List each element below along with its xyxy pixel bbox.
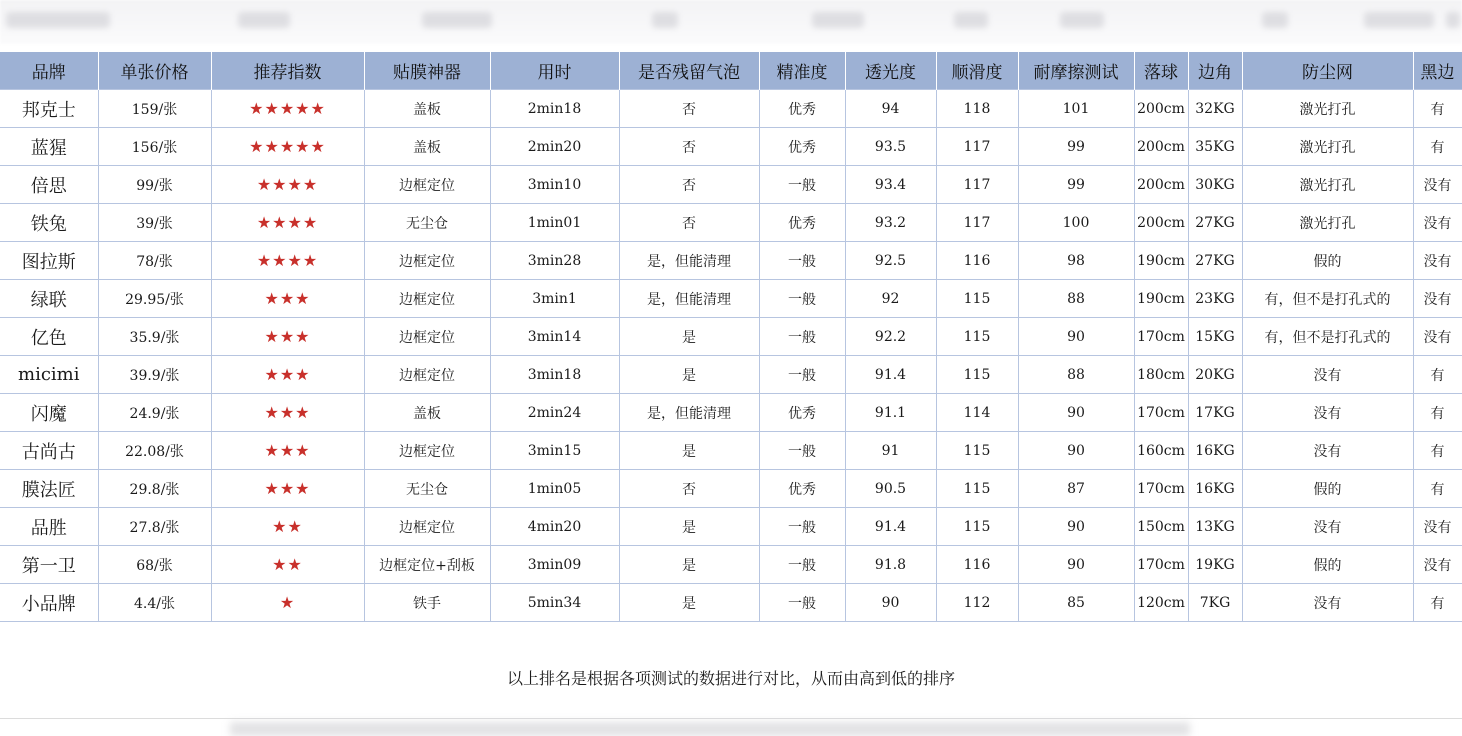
table-cell: 17KG	[1188, 394, 1242, 432]
table-cell: 有，但不是打孔式的	[1242, 318, 1413, 356]
table-cell: 否	[619, 204, 759, 242]
table-cell: 没有	[1413, 166, 1462, 204]
table-cell: 假的	[1242, 470, 1413, 508]
rating-stars: ★★★	[211, 394, 364, 432]
table-cell: 有	[1413, 356, 1462, 394]
rating-stars: ★★★	[211, 470, 364, 508]
table-cell: 一般	[759, 318, 845, 356]
table-cell: 16KG	[1188, 470, 1242, 508]
divider-line	[0, 718, 1462, 719]
table-row	[0, 166, 1462, 204]
table-cell: 150cm	[1134, 508, 1188, 546]
table-cell: 无尘仓	[364, 470, 490, 508]
table-cell: 边框定位	[364, 356, 490, 394]
table-cell: 190cm	[1134, 280, 1188, 318]
table-cell: 是	[619, 508, 759, 546]
table-cell: 是	[619, 356, 759, 394]
table-cell: 39/张	[98, 204, 211, 242]
rating-stars: ★★★★★	[211, 128, 364, 166]
table-cell: 115	[936, 318, 1018, 356]
table-cell: 112	[936, 584, 1018, 622]
table-cell: 115	[936, 432, 1018, 470]
rating-stars: ★★★	[211, 318, 364, 356]
column-header: 贴膜神器	[364, 52, 490, 90]
column-header: 防尘网	[1242, 52, 1413, 90]
table-cell: 优秀	[759, 204, 845, 242]
table-cell: 92	[845, 280, 936, 318]
table-cell: 100	[1018, 204, 1134, 242]
column-header: 边角	[1188, 52, 1242, 90]
column-header: 是否残留气泡	[619, 52, 759, 90]
table-cell: 13KG	[1188, 508, 1242, 546]
brand-cell: 膜法匠	[0, 470, 98, 508]
brand-cell: 闪魔	[0, 394, 98, 432]
table-cell: 170cm	[1134, 546, 1188, 584]
table-cell: 94	[845, 90, 936, 128]
table-cell: 一般	[759, 508, 845, 546]
ranking-footnote: 以上排名是根据各项测试的数据进行对比，从而由高到低的排序	[506, 669, 955, 688]
rating-stars: ★★★	[211, 280, 364, 318]
screen-protector-comparison-table	[0, 52, 1462, 622]
table-cell: 无尘仓	[364, 204, 490, 242]
table-cell: 156/张	[98, 128, 211, 166]
brand-cell: 蓝猩	[0, 128, 98, 166]
table-cell: 有	[1413, 128, 1462, 166]
table-cell: 否	[619, 166, 759, 204]
rating-stars: ★	[211, 584, 364, 622]
table-row	[0, 204, 1462, 242]
table-cell: 边框定位+刮板	[364, 546, 490, 584]
table-cell: 没有	[1242, 432, 1413, 470]
table-cell: 5min34	[490, 584, 619, 622]
table-row	[0, 128, 1462, 166]
brand-cell: micimi	[0, 356, 98, 394]
table-cell: 7KG	[1188, 584, 1242, 622]
table-cell: 27KG	[1188, 204, 1242, 242]
column-header: 透光度	[845, 52, 936, 90]
table-cell: 29.8/张	[98, 470, 211, 508]
table-cell: 35KG	[1188, 128, 1242, 166]
table-cell: 是	[619, 318, 759, 356]
table-cell: 一般	[759, 280, 845, 318]
table-cell: 是	[619, 432, 759, 470]
table-cell: 117	[936, 166, 1018, 204]
table-cell: 假的	[1242, 546, 1413, 584]
rating-stars: ★★★	[211, 356, 364, 394]
table-cell: 是，但能清理	[619, 394, 759, 432]
rating-stars: ★★★★	[211, 166, 364, 204]
table-cell: 170cm	[1134, 318, 1188, 356]
table-cell: 边框定位	[364, 432, 490, 470]
table-body	[0, 90, 1462, 622]
table-cell: 117	[936, 204, 1018, 242]
table-cell: 29.95/张	[98, 280, 211, 318]
table-cell: 有	[1413, 470, 1462, 508]
table-cell: 19KG	[1188, 546, 1242, 584]
column-header: 耐摩擦测试	[1018, 52, 1134, 90]
table-cell: 一般	[759, 242, 845, 280]
table-cell: 90	[1018, 318, 1134, 356]
table-cell: 2min20	[490, 128, 619, 166]
column-header: 顺滑度	[936, 52, 1018, 90]
table-cell: 激光打孔	[1242, 204, 1413, 242]
table-cell: 15KG	[1188, 318, 1242, 356]
table-cell: 160cm	[1134, 432, 1188, 470]
table-cell: 117	[936, 128, 1018, 166]
table-cell: 91.4	[845, 356, 936, 394]
brand-cell: 绿联	[0, 280, 98, 318]
table-cell: 88	[1018, 280, 1134, 318]
table-cell: 99	[1018, 128, 1134, 166]
table-cell: 91.1	[845, 394, 936, 432]
table-cell: 有	[1413, 584, 1462, 622]
brand-cell: 邦克士	[0, 90, 98, 128]
table-cell: 93.2	[845, 204, 936, 242]
table-cell: 优秀	[759, 394, 845, 432]
blurred-previous-row	[0, 0, 1462, 44]
table-row	[0, 470, 1462, 508]
table-cell: 92.5	[845, 242, 936, 280]
rating-stars: ★★	[211, 546, 364, 584]
table-cell: 没有	[1413, 242, 1462, 280]
column-header: 落球	[1134, 52, 1188, 90]
column-header: 精准度	[759, 52, 845, 90]
brand-cell: 倍思	[0, 166, 98, 204]
table-cell: 85	[1018, 584, 1134, 622]
table-cell: 否	[619, 128, 759, 166]
table-cell: 180cm	[1134, 356, 1188, 394]
table-cell: 一般	[759, 546, 845, 584]
table-cell: 有	[1413, 394, 1462, 432]
table-row	[0, 318, 1462, 356]
table-cell: 115	[936, 356, 1018, 394]
table-cell: 99/张	[98, 166, 211, 204]
table-row	[0, 508, 1462, 546]
table-cell: 激光打孔	[1242, 128, 1413, 166]
table-cell: 22.08/张	[98, 432, 211, 470]
table-cell: 170cm	[1134, 470, 1188, 508]
table-cell: 3min10	[490, 166, 619, 204]
table-cell: 一般	[759, 356, 845, 394]
rating-stars: ★★★★	[211, 204, 364, 242]
table-cell: 没有	[1242, 356, 1413, 394]
table-cell: 114	[936, 394, 1018, 432]
table-row	[0, 584, 1462, 622]
table-cell: 2min24	[490, 394, 619, 432]
table-cell: 1min01	[490, 204, 619, 242]
table-cell: 91	[845, 432, 936, 470]
table-cell: 有，但不是打孔式的	[1242, 280, 1413, 318]
table-cell: 120cm	[1134, 584, 1188, 622]
table-cell: 93.5	[845, 128, 936, 166]
table-cell: 一般	[759, 166, 845, 204]
table-cell: 3min1	[490, 280, 619, 318]
table-cell: 没有	[1413, 204, 1462, 242]
blurred-next-text	[230, 722, 1190, 736]
table-cell: 92.2	[845, 318, 936, 356]
table-cell: 190cm	[1134, 242, 1188, 280]
brand-cell: 图拉斯	[0, 242, 98, 280]
column-header: 单张价格	[98, 52, 211, 90]
table-cell: 115	[936, 470, 1018, 508]
table-cell: 90	[1018, 394, 1134, 432]
table-cell: 没有	[1242, 508, 1413, 546]
table-cell: 边框定位	[364, 508, 490, 546]
table-cell: 32KG	[1188, 90, 1242, 128]
table-cell: 200cm	[1134, 128, 1188, 166]
table-cell: 一般	[759, 584, 845, 622]
table-cell: 93.4	[845, 166, 936, 204]
brand-cell: 铁兔	[0, 204, 98, 242]
table-cell: 边框定位	[364, 166, 490, 204]
header-row	[0, 52, 1462, 90]
table-cell: 91.8	[845, 546, 936, 584]
table-cell: 90	[1018, 508, 1134, 546]
table-cell: 116	[936, 242, 1018, 280]
column-header: 用时	[490, 52, 619, 90]
table-cell: 优秀	[759, 90, 845, 128]
table-cell: 3min14	[490, 318, 619, 356]
brand-cell: 小品牌	[0, 584, 98, 622]
table-cell: 4min20	[490, 508, 619, 546]
brand-cell: 亿色	[0, 318, 98, 356]
table-cell: 27KG	[1188, 242, 1242, 280]
table-cell: 115	[936, 508, 1018, 546]
table-cell: 盖板	[364, 394, 490, 432]
table-row	[0, 280, 1462, 318]
table-cell: 是，但能清理	[619, 280, 759, 318]
table-cell: 30KG	[1188, 166, 1242, 204]
table-cell: 99	[1018, 166, 1134, 204]
table-row	[0, 394, 1462, 432]
table-row	[0, 242, 1462, 280]
table-cell: 否	[619, 90, 759, 128]
table-cell: 有	[1413, 432, 1462, 470]
table-cell: 116	[936, 546, 1018, 584]
rating-stars: ★★★	[211, 432, 364, 470]
table-cell: 35.9/张	[98, 318, 211, 356]
table-cell: 4.4/张	[98, 584, 211, 622]
table-cell: 39.9/张	[98, 356, 211, 394]
column-header: 推荐指数	[211, 52, 364, 90]
table-cell: 159/张	[98, 90, 211, 128]
table-cell: 68/张	[98, 546, 211, 584]
table-cell: 3min09	[490, 546, 619, 584]
table-cell: 是	[619, 546, 759, 584]
table-cell: 101	[1018, 90, 1134, 128]
table-cell: 170cm	[1134, 394, 1188, 432]
table-row	[0, 90, 1462, 128]
brand-cell: 第一卫	[0, 546, 98, 584]
table-cell: 115	[936, 280, 1018, 318]
table-cell: 一般	[759, 432, 845, 470]
column-header: 品牌	[0, 52, 98, 90]
brand-cell: 品胜	[0, 508, 98, 546]
table-cell: 没有	[1413, 280, 1462, 318]
rating-stars: ★★★★★	[211, 90, 364, 128]
table-cell: 没有	[1413, 318, 1462, 356]
table-cell: 91.4	[845, 508, 936, 546]
table-cell: 没有	[1413, 508, 1462, 546]
table-cell: 是	[619, 584, 759, 622]
table-cell: 200cm	[1134, 90, 1188, 128]
table-cell: 1min05	[490, 470, 619, 508]
table-cell: 否	[619, 470, 759, 508]
table-cell: 90	[1018, 546, 1134, 584]
table-row	[0, 546, 1462, 584]
table-cell: 铁手	[364, 584, 490, 622]
table-row	[0, 356, 1462, 394]
table-cell: 78/张	[98, 242, 211, 280]
table-cell: 优秀	[759, 128, 845, 166]
table-cell: 118	[936, 90, 1018, 128]
table-cell: 边框定位	[364, 318, 490, 356]
table-cell: 23KG	[1188, 280, 1242, 318]
table-cell: 激光打孔	[1242, 90, 1413, 128]
table-cell: 盖板	[364, 128, 490, 166]
table-cell: 88	[1018, 356, 1134, 394]
table-cell: 90.5	[845, 470, 936, 508]
table-row	[0, 432, 1462, 470]
table-cell: 边框定位	[364, 242, 490, 280]
table-cell: 20KG	[1188, 356, 1242, 394]
table-cell: 激光打孔	[1242, 166, 1413, 204]
table-cell: 盖板	[364, 90, 490, 128]
table-cell: 没有	[1242, 584, 1413, 622]
column-header: 黑边	[1413, 52, 1462, 90]
rating-stars: ★★	[211, 508, 364, 546]
table-cell: 边框定位	[364, 280, 490, 318]
table-cell: 90	[1018, 432, 1134, 470]
table-cell: 没有	[1242, 394, 1413, 432]
table-cell: 有	[1413, 90, 1462, 128]
table-cell: 87	[1018, 470, 1134, 508]
table-cell: 200cm	[1134, 204, 1188, 242]
table-cell: 90	[845, 584, 936, 622]
table-cell: 16KG	[1188, 432, 1242, 470]
table-cell: 2min18	[490, 90, 619, 128]
table-cell: 27.8/张	[98, 508, 211, 546]
table-cell: 假的	[1242, 242, 1413, 280]
table-cell: 200cm	[1134, 166, 1188, 204]
brand-cell: 古尚古	[0, 432, 98, 470]
table-cell: 24.9/张	[98, 394, 211, 432]
table-cell: 是，但能清理	[619, 242, 759, 280]
table-cell: 3min28	[490, 242, 619, 280]
table-cell: 3min18	[490, 356, 619, 394]
table-cell: 优秀	[759, 470, 845, 508]
table-cell: 没有	[1413, 546, 1462, 584]
rating-stars: ★★★★	[211, 242, 364, 280]
table-cell: 98	[1018, 242, 1134, 280]
table-cell: 3min15	[490, 432, 619, 470]
